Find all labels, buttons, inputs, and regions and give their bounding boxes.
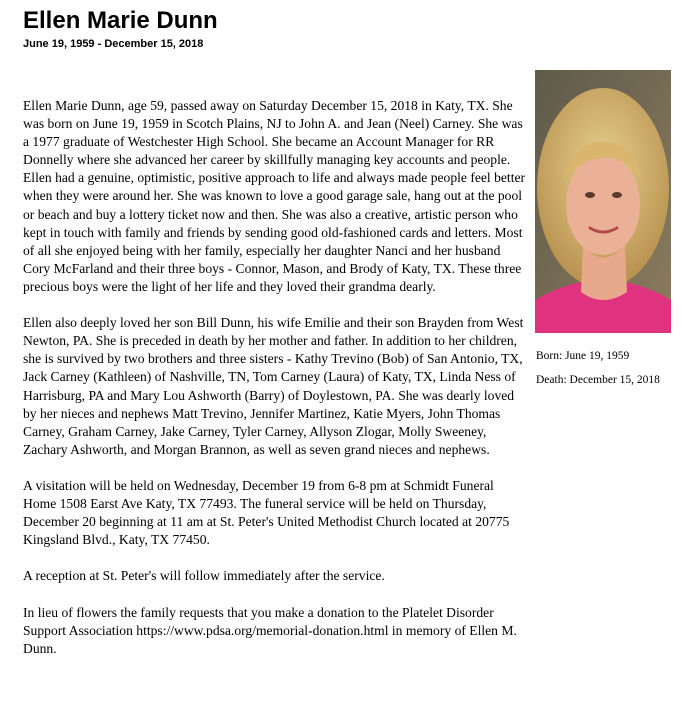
obituary-name: Ellen Marie Dunn	[23, 7, 218, 34]
obituary-paragraph: A reception at St. Peter's will follow immediately after the service.	[23, 568, 385, 584]
obituary-paragraph: Ellen also deeply loved her son Bill Dunn, his wife Emilie and their son Brayden from West Newton, PA. She is preceded in death by her mother and father. In addition to her children, she is survived by two brothers and three sisters - Kathy Trevino (Bob) of San Antonio, TX, Jack Carney (Kathleen) of Nashville, TN, Tom Carney (Laura) of Katy, TX, Linda Ness of Harrisburg, PA and Mary Lou Ashworth (Barry) of Doylestown, PA. She was dearly loved by her nieces and nephews Matt Trevino, Jennifer Martinez, Katie Myers, John Thomas Carney, Graham Carney, Jake Carney, Tyler Carney, Allyson Zlogar, Molly Sweeney, Zachary Ashworth, and Morgan Brannon, as well as seven grand nieces and nephews.	[23, 315, 524, 457]
obituary-paragraph: Ellen Marie Dunn, age 59, passed away on Saturday December 15, 2018 in Katy, TX. She was born on June 19, 1959 in Scotch Plains, NJ to John A. and Jean (Neel) Carney. She was a 1977 graduate of Westchester High School. She became an Account Manager for RR Donnelly where she advanced her career by skillfully managing key accounts and people. Ellen had a genuine, optimistic, positive approach to life and always made people feel better when they were around her. She was known to love a good garage sale, hang out at the pool or beach and buy a lottery ticket now and then. She was also a creative, artistic person who kept in touch with family and friends by sending good old-fashioned cards and letters. Most of all she enjoyed being with her family, especially her daughter Nanci and her husband Cory McFarland and their three boys - Connor, Mason, and Brody of Katy, TX. These three precious boys were the light of her life and they loved their grandma dearly.	[23, 98, 526, 294]
death-date: Death: December 15, 2018	[536, 374, 660, 386]
obituary-paragraph: In lieu of flowers the family requests that you make a donation to the Platelet Disorder Support Association https://www.pdsa.org/memorial-donation.html in memory of Ellen M. Dunn.	[23, 604, 517, 656]
born-date: Born: June 19, 1959	[536, 350, 630, 362]
portrait-photo	[535, 70, 671, 333]
obituary-body	[23, 97, 529, 676]
obituary-paragraph: A visitation will be held on Wednesday, December 19 from 6-8 pm at Schmidt Funeral Home 1508 Earst Ave Katy, TX 77493. The funeral service will be held on Thursday, December 20 beginning at 11 am at St. Peter's United Methodist Church located at 20775 Kingsland Blvd., Katy, TX 77450.	[23, 477, 510, 548]
obituary-dates: June 19, 1959 - December 15, 2018	[23, 38, 204, 50]
